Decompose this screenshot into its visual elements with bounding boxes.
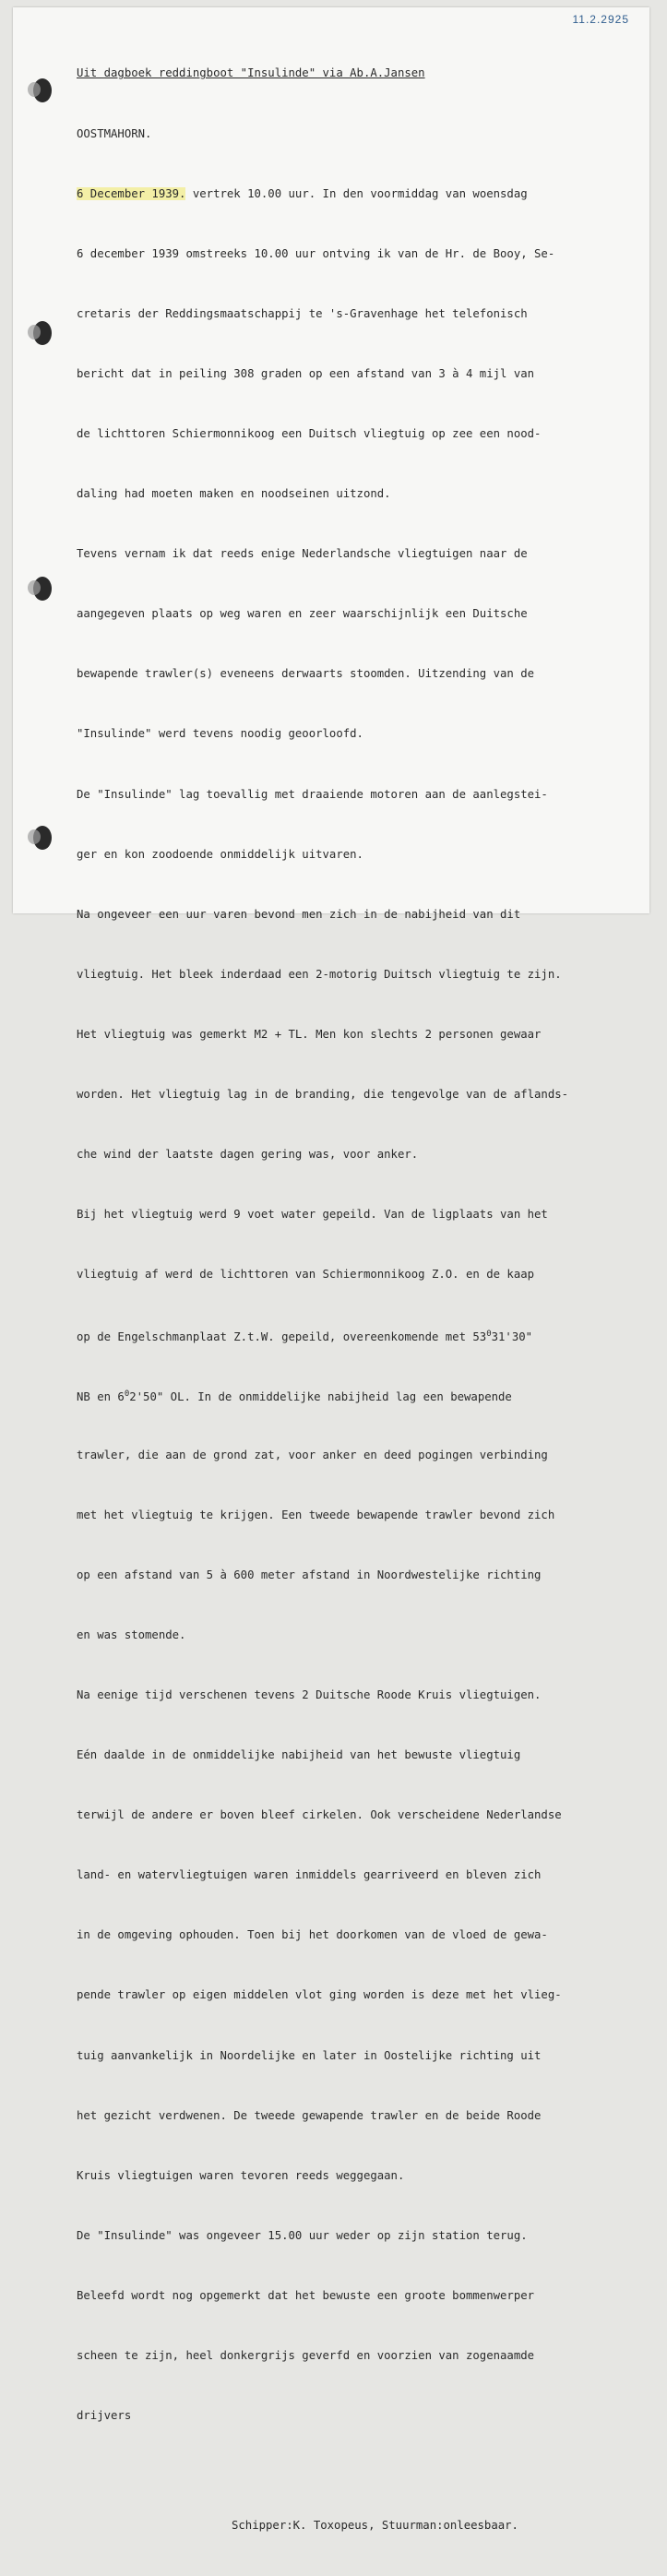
text-line: De "Insulinde" lag toevallig met draaiende motoren aan de aanlegstei- (77, 787, 548, 801)
text-line: drijvers (77, 2409, 132, 2423)
text-line: cretaris der Reddingsmaatschappij te 's-Gravenhage het telefonisch (77, 306, 528, 320)
document-body (77, 24, 667, 2576)
text-line: bericht dat in peiling 308 graden op een afstand van 3 à 4 mijl van (77, 366, 535, 380)
text-line: Tevens vernam ik dat reeds enige Nederlandsche vliegtuigen naar de (77, 547, 528, 561)
punch-hole-1 (33, 78, 52, 102)
text-line: en was stomende. (77, 1628, 186, 1641)
text-line: worden. Het vliegtuig lag in de branding, die tengevolge van de aflands- (77, 1088, 569, 1101)
text-line: scheen te zijn, heel donkergrijs geverfd en voorzien van zogenaamde (77, 2348, 535, 2362)
text-line: de lichttoren Schiermonnikoog een Duitsch vliegtuig op zee een nood- (77, 426, 542, 440)
text-line: Kruis vliegtuigen waren tevoren reeds weggegaan. (77, 2168, 405, 2182)
text-line: aangegeven plaats op weg waren en zeer waarschijnlijk een Duitsche (77, 607, 528, 621)
text-line: pende trawler op eigen middelen vlot ging worden is deze met het vlieg- (77, 1988, 562, 2002)
text-line: Eén daalde in de onmiddelijke nabijheid van het bewuste vliegtuig (77, 1748, 521, 1762)
text-line: in de omgeving ophouden. Toen bij het doorkomen van de vloed de gewa- (77, 1928, 548, 1942)
text-line: bewapende trawler(s) eveneens derwaarts stoomden. Uitzending van de (77, 667, 535, 681)
text-line: Het vliegtuig was gemerkt M2 + TL. Men kon slechts 2 personen gewaar (77, 1027, 542, 1041)
text-line: Na eenige tijd verschenen tevens 2 Duitsche Roode Kruis vliegtuigen. (77, 1688, 542, 1701)
text-line: op een afstand van 5 à 600 meter afstand in Noordwestelijke richting (77, 1568, 542, 1581)
spacer (77, 2466, 667, 2475)
text-line: land- en watervliegtuigen waren inmiddels gearriveerd en bleven zich (77, 1868, 542, 1882)
text-line: daling had moeten maken en noodseinen uitzond. (77, 487, 391, 501)
text-line: 6 december 1939 omstreeks 10.00 uur ontving ik van de Hr. de Booy, Se- (77, 246, 555, 260)
document-page (13, 7, 649, 2532)
text-line: terwijl de andere er boven bleef cirkelen. Ook verscheidene Nederlandse (77, 1808, 562, 1822)
reference-note: 11.2.2925 (572, 13, 629, 26)
punch-hole-3 (33, 577, 52, 601)
text-line: ger en kon zoodoende onmiddelijk uitvaren. (77, 847, 363, 861)
text-line: vliegtuig. Het bleek inderdaad een 2-motorig Duitsch vliegtuig te zijn. (77, 967, 562, 981)
date-highlight: 6 December 1939. (77, 186, 186, 200)
station-name: OOSTMAHORN. (77, 126, 152, 140)
text-line: Na ongeveer een uur varen bevond men zich in de nabijheid van dit (77, 907, 521, 921)
text-line: trawler, die aan de grond zat, voor anker en deed pogingen verbinding (77, 1448, 548, 1461)
document-title: Uit dagboek reddingboot "Insulinde" via Ab.A.Jansen (77, 66, 425, 80)
text-line: met het vliegtuig te krijgen. Een tweede bewapende trawler bevond zich (77, 1508, 555, 1521)
punch-hole-4 (33, 826, 52, 850)
text-line-date: 6 December 1939. vertrek 10.00 uur. In den voormiddag van woensdag (77, 186, 528, 200)
text-line: De "Insulinde" was ongeveer 15.00 uur weder op zijn station terug. (77, 2228, 528, 2242)
text-line: vliegtuig af werd de lichttoren van Schiermonnikoog Z.O. en de kaap (77, 1268, 535, 1282)
text-line: Bij het vliegtuig werd 9 voet water gepeild. Van de ligplaats van het (77, 1208, 548, 1222)
punch-hole-2 (33, 321, 52, 345)
text-line: che wind der laatste dagen gering was, voor anker. (77, 1148, 419, 1162)
text-line: Beleefd wordt nog opgemerkt dat het bewuste een groote bommenwerper (77, 2288, 535, 2302)
text-line: tuig aanvankelijk in Noordelijke en later in Oostelijke richting uit (77, 2048, 542, 2062)
text-line: het gezicht verdwenen. De tweede gewapende trawler en de beide Roode (77, 2108, 542, 2122)
text-line-coord-1: op de Engelschmanplaat Z.t.W. gepeild, overeenkomende met $53^031'30$" (77, 1330, 533, 1344)
text-line: "Insulinde" werd tevens noodig geoorloofd. (77, 727, 363, 741)
text-line-coord-2: NB en $6^02'50$" OL. In de onmiddelijke nabijheid lag een bewapende (77, 1389, 512, 1404)
signature-line: Schipper:K. Toxopeus, Stuurman:onleesbaar. (232, 2518, 518, 2532)
